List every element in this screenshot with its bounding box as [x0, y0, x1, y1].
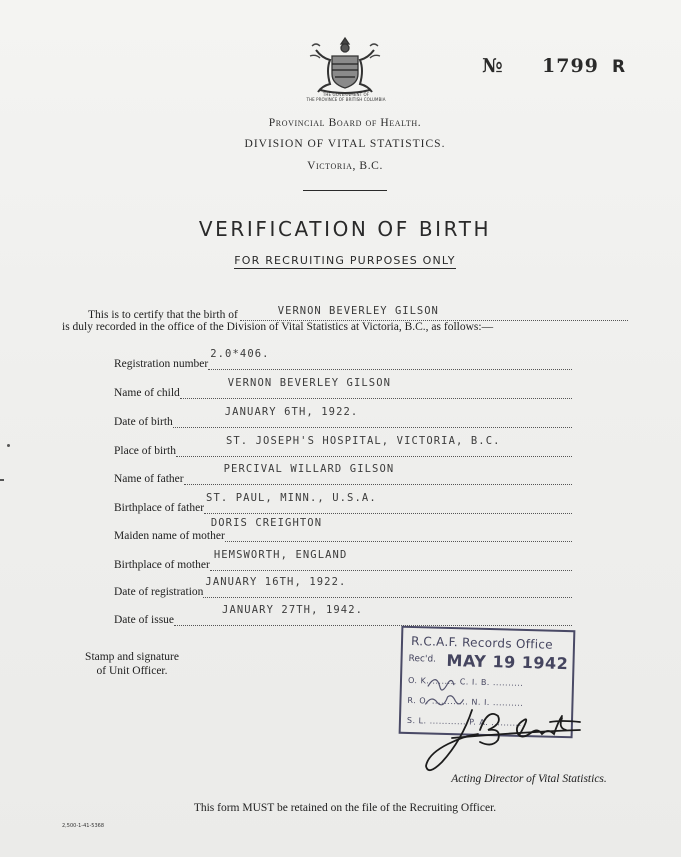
field-value: JANUARY 16TH, 1922.: [205, 576, 347, 588]
crest-caption-line-2: THE PROVINCE OF BRITISH COLUMBIA: [306, 97, 386, 102]
paper-speck: [0, 479, 4, 481]
field-label: Maiden name of mother: [114, 530, 225, 542]
field-place-of-birth: [114, 435, 572, 457]
field-birthplace-of-father: [114, 492, 572, 514]
crest-caption-line-1: THE GOVERNMENT OF: [322, 92, 370, 97]
division-heading: DIVISION OF VITAL STATISTICS.: [244, 138, 446, 150]
field-label: Registration number: [114, 358, 209, 370]
field-label: Name of child: [114, 387, 180, 399]
paper-speck: [7, 444, 10, 447]
field-value: PERCIVAL WILLARD GILSON: [223, 463, 395, 475]
certify-label: This is to certify that the birth of: [88, 309, 238, 321]
field-label: Place of birth: [114, 445, 176, 457]
field-label: Name of father: [114, 473, 184, 485]
page-subtitle: [140, 254, 550, 267]
certificate-number: [482, 55, 642, 83]
stamp-label-line-1: Stamp and signature: [85, 651, 179, 663]
certify-line: [88, 305, 628, 321]
field-value: JANUARY 27TH, 1942.: [222, 604, 364, 616]
form-code: 2,500-1-41-5368: [62, 823, 104, 829]
field-value: HEMSWORTH, ENGLAND: [213, 549, 348, 561]
number-value: 1799: [542, 55, 599, 77]
field-value: JANUARY 6TH, 1922.: [224, 406, 359, 418]
stamp-ro-line: R. O. ............ N. I. ..........: [407, 695, 524, 708]
field-label: Date of issue: [114, 614, 175, 626]
field-value: ST. PAUL, MINN., U.S.A.: [206, 492, 377, 504]
field-name-of-child: [114, 377, 572, 399]
stamp-title: R.C.A.F. Records Office: [410, 634, 554, 652]
field-value: ST. JOSEPH'S HOSPITAL, VICTORIA, B.C.: [225, 435, 501, 447]
location-heading: Victoria, B.C.: [307, 160, 383, 172]
stamp-sl-line: S. L. ............ P. A. ..........: [406, 715, 522, 728]
subtitle-text: FOR RECRUITING PURPOSES ONLY: [234, 254, 456, 267]
field-maiden-name-of-mother: [114, 517, 572, 542]
certify-name-value: VERNON BEVERLEY GILSON: [240, 305, 628, 321]
number-label: №: [482, 55, 503, 77]
stamp-ok-line: O. K. ........ C. I. B. ..........: [407, 675, 524, 688]
field-date-of-birth: [114, 406, 572, 428]
number-suffix: R: [612, 57, 626, 77]
field-birthplace-of-mother: [114, 549, 572, 571]
field-value: VERNON BEVERLEY GILSON: [227, 377, 392, 389]
field-date-of-registration: [114, 576, 572, 598]
stamp-received-date: MAY 19 1942: [446, 650, 569, 674]
field-label: Birthplace of father: [114, 502, 205, 514]
field-value: 2.0*406.: [210, 348, 270, 360]
provincial-board-heading: Provincial Board of Health.: [268, 117, 422, 129]
field-registration-number: [114, 348, 572, 370]
stamp-received-label: Rec'd.: [408, 653, 437, 665]
field-label: Date of birth: [114, 416, 173, 428]
director-title: Acting Director of Vital Statistics.: [451, 773, 607, 785]
stamp-label-line-2: of Unit Officer.: [96, 665, 168, 677]
field-label: Date of registration: [114, 586, 204, 598]
retention-notice: This form MUST be retained on the file of the Recruiting Officer.: [193, 802, 497, 814]
field-value: DORIS CREIGHTON: [210, 517, 323, 529]
director-signature-icon: [422, 700, 592, 778]
recorded-statement: is duly recorded in the office of the Division of Vital Statistics at Victoria, B.C., as follows:—: [62, 321, 494, 333]
field-date-of-issue: [114, 604, 572, 626]
field-name-of-father: [114, 463, 572, 485]
page-title: VERIFICATION OF BIRTH: [198, 217, 492, 241]
field-label: Birthplace of mother: [114, 559, 210, 571]
unit-officer-stamp-label: [62, 650, 202, 678]
header-divider: [303, 190, 387, 191]
crest-caption: [298, 92, 394, 102]
